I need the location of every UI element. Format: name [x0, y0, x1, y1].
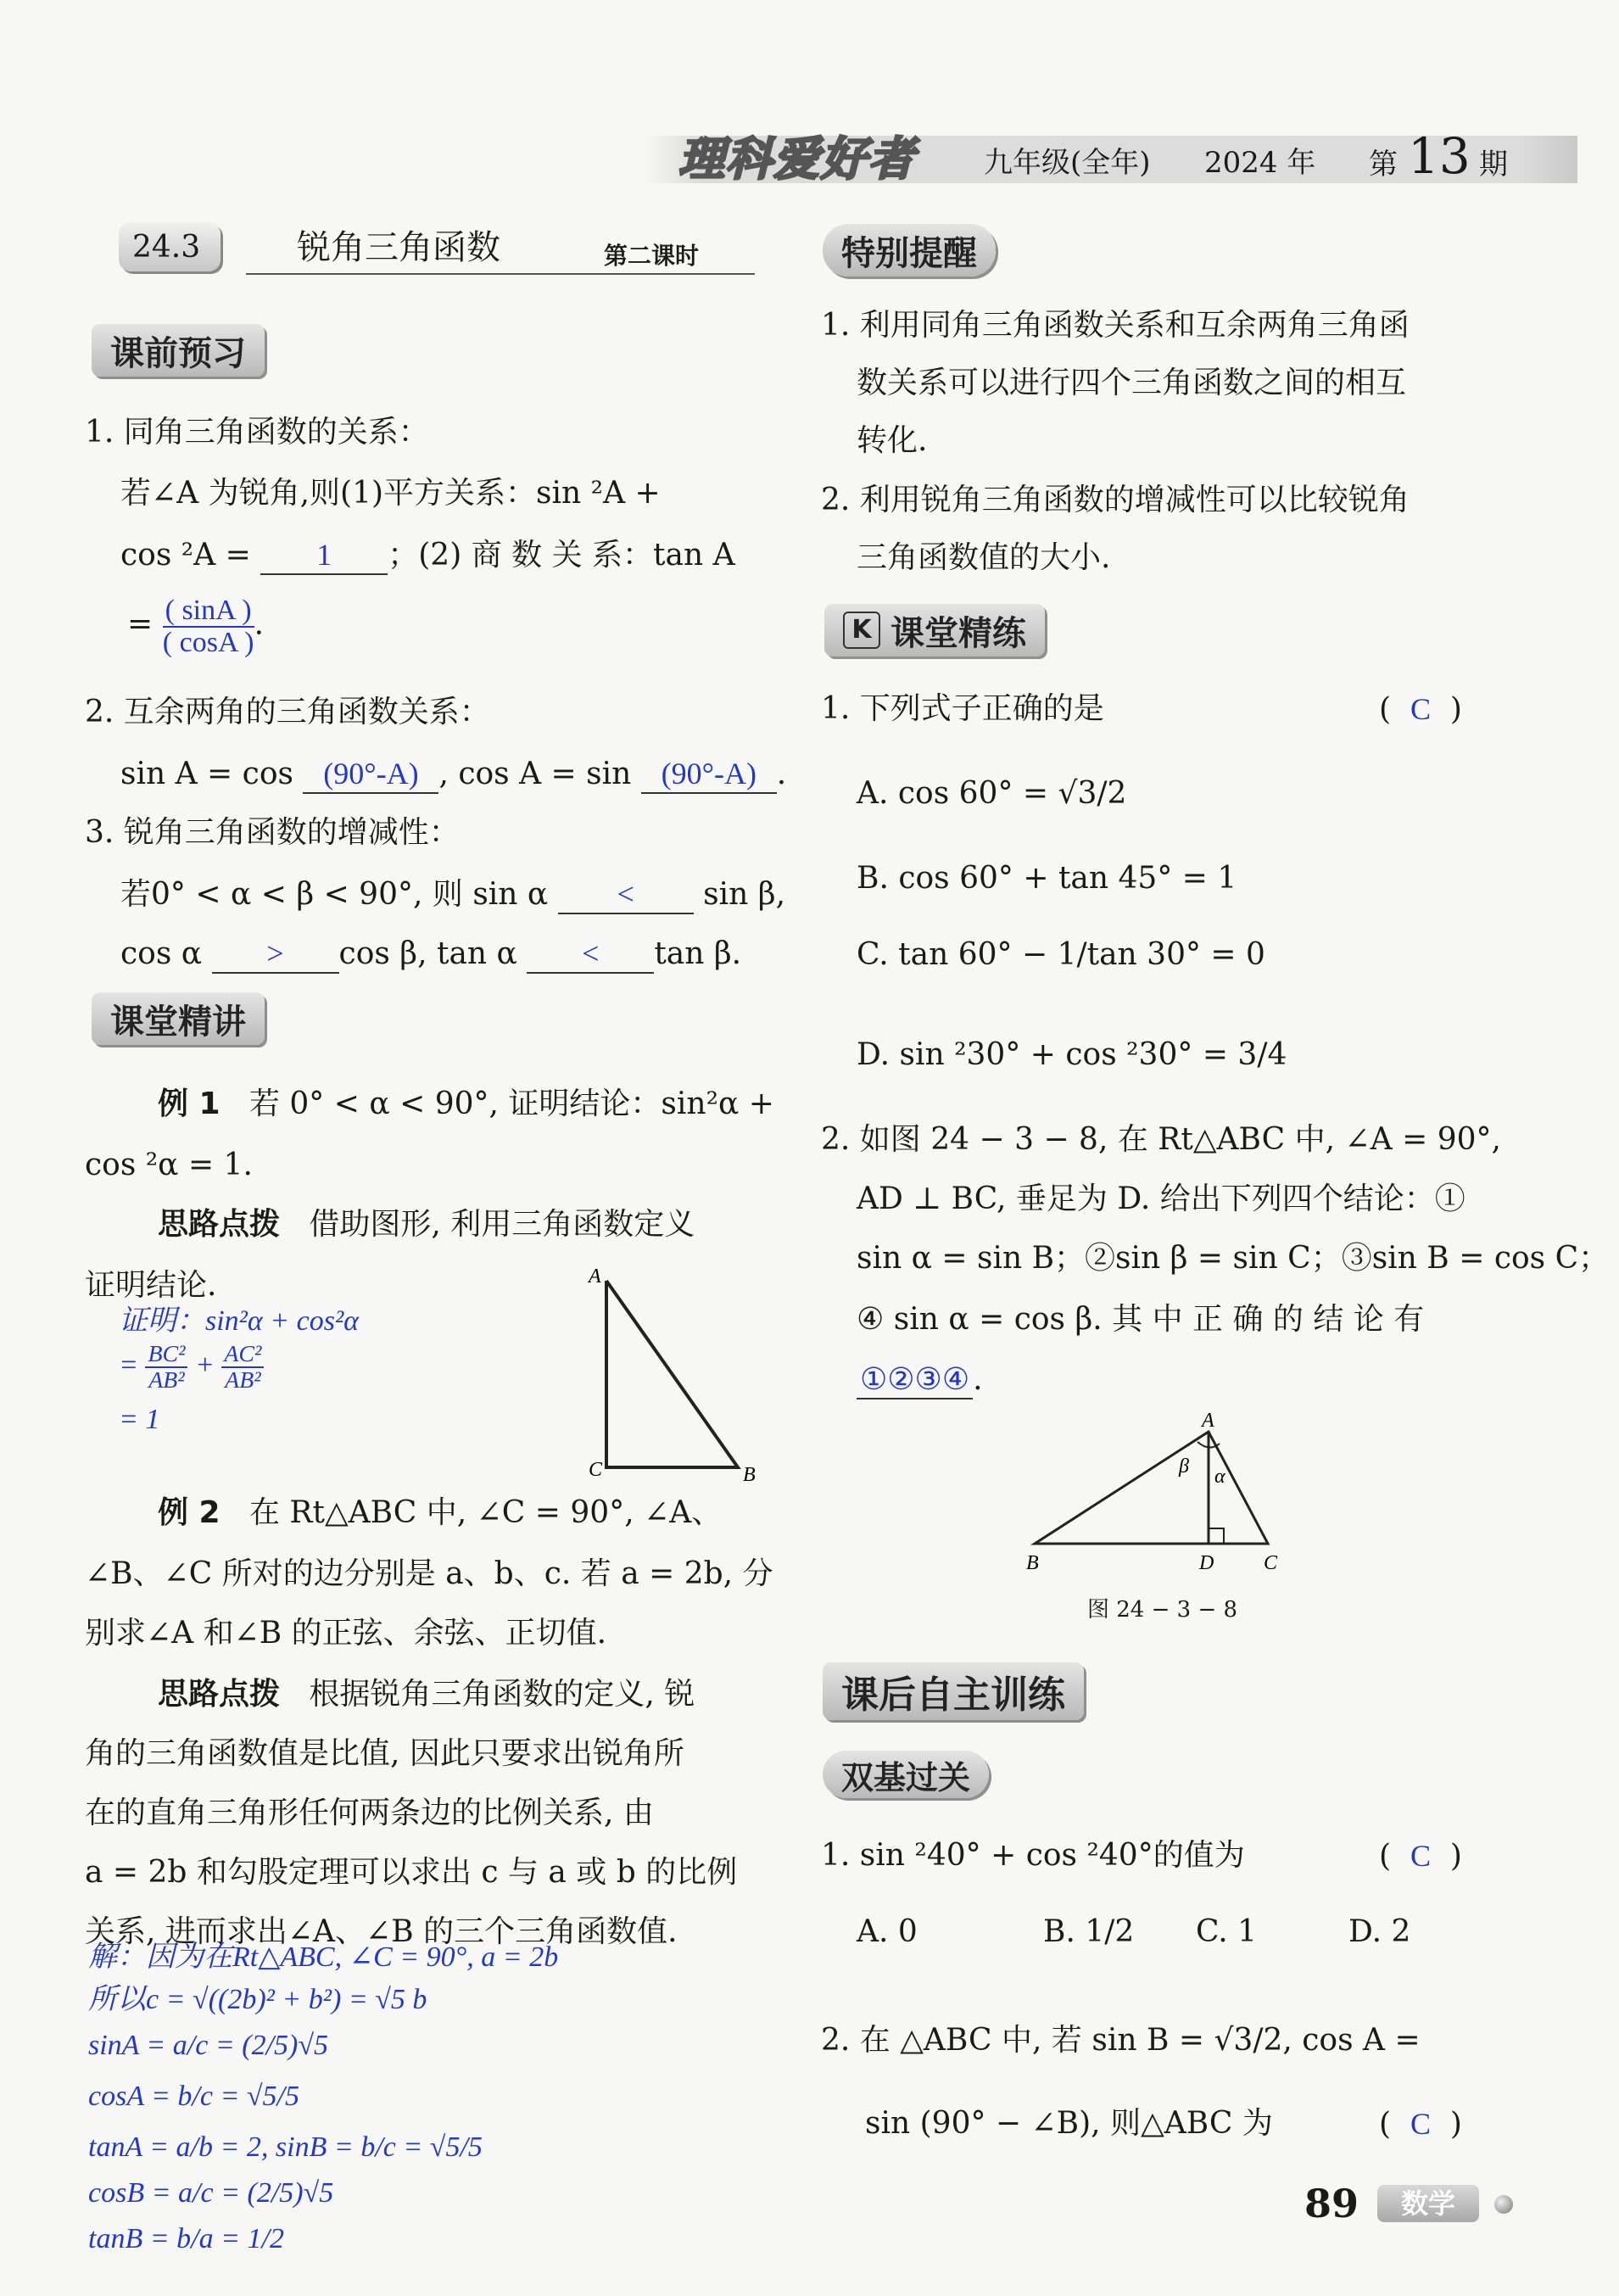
tips-heading: 特别提醒: [823, 224, 996, 277]
proof-line2: [119, 1342, 264, 1394]
figure-2-label-beta: β: [1179, 1455, 1189, 1478]
ex1-label: 例 1: [158, 1087, 221, 1121]
ex2-line3: 别求∠A 和∠B 的正弦、余弦、正切值.: [85, 1616, 607, 1651]
figure-1-edges: [606, 1281, 738, 1467]
proof-num-2: AC²: [221, 1342, 264, 1368]
page-number: 89: [1304, 2181, 1359, 2226]
q1-option-c: C. tan 60° − 1/tan 30° = 0: [857, 937, 1265, 972]
h1-option-c: C. 1: [1196, 1914, 1258, 1949]
p1-answer-1: 1: [260, 536, 388, 575]
figure-2-label-a: A: [1202, 1410, 1214, 1432]
hint2-text1: 根据锐角三角函数的定义, 锐: [309, 1677, 695, 1712]
p2-mid: , cos A = sin: [438, 757, 632, 791]
hint2-line2: 角的三角函数值是比值, 因此只要求出锐角所: [85, 1736, 684, 1771]
hint2-label: 思路点拨: [158, 1677, 281, 1712]
proof-den-1: AB²: [148, 1367, 185, 1394]
p1-line2: [120, 536, 735, 575]
p1-line2-post: ；(2) 商 数 关 系：tan A: [388, 538, 735, 573]
subject-tag: 数学: [1377, 2185, 1479, 2222]
figure-1-triangle: [585, 1264, 772, 1484]
p1-frac-den: ( cosA ): [162, 626, 254, 658]
solution-tan-a: tanA = a/b = 2, sinB = b/c = √5/5: [88, 2131, 483, 2163]
h1-answer: C: [1410, 1839, 1431, 1873]
ex2-text1: 在 Rt△ABC 中, ∠C = 90°, ∠A、: [248, 1495, 723, 1530]
q1-answer: C: [1410, 692, 1431, 726]
p3-post1: sin β,: [703, 877, 786, 912]
solution-tan-b: tanB = b/a = 1/2: [88, 2223, 284, 2254]
p3-pre1: 若0° < α < β < 90°, 则 sin α: [120, 877, 549, 912]
tip2-line2: 三角函数值的大小.: [857, 540, 1111, 575]
p2-answer-2: (90°-A): [641, 755, 777, 794]
q1-option-b: B. cos 60° + tan 45° = 1: [857, 861, 1237, 896]
p3-line2: [120, 935, 741, 974]
practice-heading-text: 课堂精练: [890, 613, 1026, 653]
solution-line2: 所以c = √((2b)² + b²) = √5 b: [88, 1984, 427, 2015]
p3-answer-3: <: [527, 935, 654, 974]
p2-line: sin A = cos (90°-A) , cos A = sin (90°-A) .: [120, 755, 786, 794]
proof-eq: =: [119, 1349, 138, 1382]
practice-heading: [824, 604, 1045, 656]
h2-line1: 2. 在 △ABC 中, 若 sin B = √3/2, cos A =: [821, 2023, 1421, 2058]
figure-1-label-b: B: [743, 1464, 756, 1484]
h1-option-d: D. 2: [1348, 1914, 1411, 1949]
ex2-label: 例 2: [158, 1495, 221, 1530]
q1-answer-bracket: ( C ): [1379, 692, 1462, 727]
figure-2-label-b: B: [1026, 1552, 1039, 1574]
figure-2-label-c: C: [1264, 1552, 1278, 1574]
basic-heading: 双基过关: [823, 1751, 989, 1798]
tip2-line1: 2. 利用锐角三角函数的增减性可以比较锐角: [821, 483, 1410, 517]
hint1-label: 思路点拨: [158, 1207, 281, 1242]
ex2-line1: [158, 1494, 722, 1532]
p2-title: 2. 互余两角的三角函数关系：: [85, 695, 490, 729]
figure-2-triangle: [1018, 1408, 1298, 1578]
p3-title: 3. 锐角三角函数的增减性：: [85, 815, 460, 850]
solution-line1: 解：因为在Rt△ABC, ∠C = 90°, a = 2b: [88, 1941, 559, 1973]
q1-option-d: D. sin ²30° + cos ²30° = 3/4: [857, 1037, 1287, 1072]
proof-line1: 证明：sin²α + cos²α: [119, 1305, 360, 1337]
section-number: 24.3: [132, 230, 201, 265]
p1-line3: = $\frac{( \sin A )}{( \cos A )}$ .: [127, 595, 265, 658]
figure-1-label-c: C: [589, 1459, 603, 1481]
q2-line2: AD ⊥ BC, 垂足为 D. 给出下列四个结论：①: [857, 1182, 1465, 1216]
p2-pre: sin A = cos: [120, 757, 293, 791]
section-underline: [246, 273, 755, 275]
h1-text: 1. sin ²40° + cos ²40°的值为: [821, 1838, 1245, 1873]
p1-eq: =: [127, 606, 154, 642]
issue-prefix: 第: [1369, 148, 1398, 182]
hint2-line3: 在的直角三角形任何两条边的比例关系, 由: [85, 1796, 654, 1830]
section-title: 锐角三角函数: [297, 228, 500, 267]
logo: 理科爱好者: [678, 132, 916, 186]
q2-line3: sin α = sin B；②sin β = sin C；③sin B = cos C；: [857, 1241, 1610, 1276]
ex1-line1: [158, 1086, 774, 1123]
q1-text: 1. 下列式子正确的是: [821, 691, 1104, 726]
h2-answer: C: [1410, 2107, 1431, 2141]
figure-2-label-alpha: α: [1214, 1466, 1225, 1488]
issue-suffix: 期: [1479, 148, 1508, 182]
hint2-line4: a = 2b 和勾股定理可以求出 c 与 a 或 b 的比例: [85, 1855, 738, 1890]
grade-label: 九年级(全年): [984, 146, 1151, 180]
p1-answer-frac: [163, 595, 254, 657]
footer-dot-icon: [1494, 2195, 1513, 2214]
p3-pre2: cos α: [120, 936, 203, 971]
hint1-line2: 证明结论.: [85, 1268, 217, 1303]
proof-den-2: AB²: [225, 1367, 261, 1394]
q2-end: .: [973, 1362, 983, 1397]
figure-2-outline: [1035, 1432, 1268, 1544]
h2-answer-bracket: ( C ): [1379, 2107, 1462, 2142]
tip1-line2: 数关系可以进行四个三角函数之间的相互: [857, 366, 1407, 400]
after-class-heading: 课后自主训练: [823, 1662, 1084, 1720]
h1-option-b: B. 1/2: [1043, 1914, 1135, 1949]
p3-post2: tan β.: [654, 936, 742, 971]
ex1-text1: 若 0° < α < 90°, 证明结论：sin²α +: [248, 1087, 774, 1121]
solution-sin-a: sinA = a/c = (2/5)√5: [88, 2030, 329, 2061]
p3-line1: [120, 875, 785, 914]
figure-1-label-a: A: [589, 1265, 601, 1288]
q2-line5: [857, 1360, 983, 1399]
solution-cos-a: cosA = b/c = √5/5: [88, 2081, 300, 2112]
proof-frac-1: [145, 1342, 187, 1394]
q2-line1: 2. 如图 24 − 3 − 8, 在 Rt△ABC 中, ∠A = 90°,: [821, 1122, 1502, 1157]
p3-answer-1: <: [558, 875, 694, 914]
h1-option-a: A. 0: [857, 1914, 918, 1949]
practice-icon: K: [843, 612, 880, 649]
tip1-line3: 转化.: [857, 423, 928, 458]
hint1-text1: 借助图形, 利用三角函数定义: [309, 1207, 695, 1242]
h2-line2: sin (90° − ∠B), 则△ABC 为: [865, 2106, 1273, 2141]
p1-frac-num: ( sinA ): [163, 595, 254, 628]
p3-mid2: cos β, tan α: [338, 936, 517, 971]
q1-option-a: A. cos 60° = √3/2: [857, 776, 1127, 811]
figure-2-right-angle-mark: [1209, 1528, 1224, 1544]
hint1-line1: [158, 1206, 695, 1243]
p1-title: 1. 同角三角函数的关系：: [85, 415, 429, 450]
hint2-line1: [158, 1676, 695, 1713]
q2-line4: ④ sin α = cos β. 其 中 正 确 的 结 论 有: [857, 1302, 1425, 1337]
p2-answer-1: (90°-A): [303, 755, 438, 794]
hint2-line5: 关系, 进而求出∠A、∠B 的三个三角函数值.: [85, 1914, 678, 1949]
q2-answer: ①②③④: [857, 1360, 973, 1399]
p1-line1: 若∠A 为锐角,则(1)平方关系：sin ²A +: [120, 476, 661, 511]
h1-answer-bracket: ( C ): [1379, 1839, 1462, 1874]
proof-line3: = 1: [119, 1404, 160, 1435]
p3-answer-2: >: [212, 935, 339, 974]
p1-line2-pre: cos ²A =: [120, 538, 251, 573]
proof-num-1: BC²: [145, 1342, 187, 1368]
ex1-line2: cos ²α = 1.: [85, 1148, 253, 1182]
solution-cos-b: cosB = a/c = (2/5)√5: [88, 2177, 334, 2209]
proof-plus: +: [194, 1349, 215, 1382]
lesson-label: 第二课时: [604, 242, 700, 270]
figure-2-label-d: D: [1199, 1552, 1214, 1574]
figure-2-caption: 图 24 − 3 − 8: [1087, 1597, 1238, 1623]
lecture-heading: 课堂精讲: [92, 992, 265, 1045]
ex2-line2: ∠B、∠C 所对的边分别是 a、b、c. 若 a = 2b, 分: [85, 1556, 773, 1591]
proof-frac-2: [221, 1342, 264, 1394]
preview-heading: 课前预习: [92, 324, 265, 377]
issue-number: 13: [1408, 127, 1471, 185]
tip1-line1: 1. 利用同角三角函数关系和互余两角三角函: [821, 308, 1410, 343]
year-label: 2024 年: [1204, 146, 1316, 180]
